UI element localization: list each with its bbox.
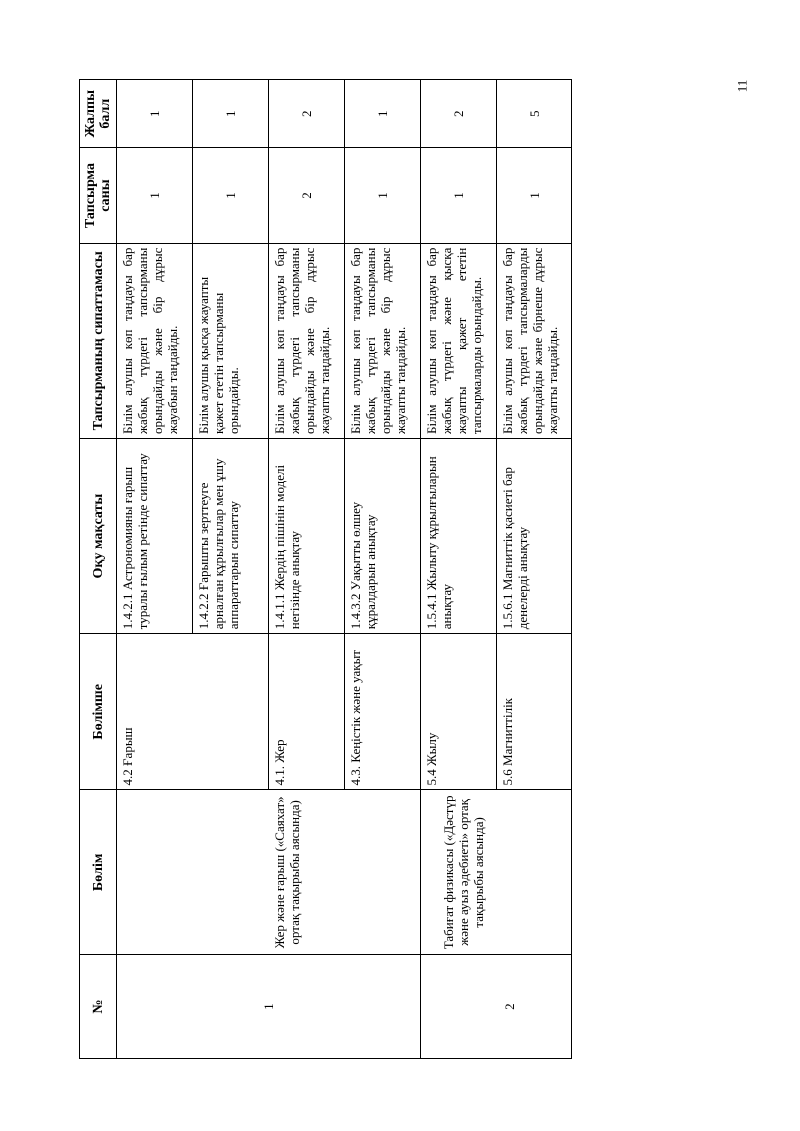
- task-count-cell: 1: [117, 148, 193, 243]
- table-row: [117, 80, 193, 1059]
- task-description-cell: Білім алушы көп таңдауы бар жабық түрдегі және қысқа жауапты қажет ететін тапсырмаларды орындайды.: [421, 243, 497, 438]
- header-section: Бөлім: [80, 790, 117, 955]
- rotated-table-wrapper: [79, 79, 560, 1059]
- objective-cell: 1.5.4.1 Жылыту құрылғыларын анықтау: [421, 438, 497, 633]
- task-description-cell: Білім алушы көп таңдауы бар жабық түрдегі тапсырмаларды орындайды және бірнеше дұрыс жауапты таңдайды.: [497, 243, 572, 438]
- subsection-cell: 4.3. Кеңістік және уақыт: [345, 634, 421, 790]
- task-count-cell: 2: [269, 148, 345, 243]
- total-score-cell: 1: [117, 80, 193, 148]
- total-score-cell: 1: [193, 80, 269, 148]
- task-count-cell: 1: [193, 148, 269, 243]
- objective-cell: 1.4.1.1 Жердің пішінін моделі негізінде анықтау: [269, 438, 345, 633]
- header-task-count: Тапсырма саны: [80, 148, 117, 243]
- header-objective: Оқу мақсаты: [80, 438, 117, 633]
- group-no-cell: 2: [421, 955, 572, 1059]
- task-description-cell: Білім алушы көп таңдауы бар жабық түрдегі тапсырманы орындайды және бір дұрыс жауабын таңдайды.: [117, 243, 193, 438]
- header-subsection: Бөлімше: [80, 634, 117, 790]
- objective-cell: 1.4.2.2 Ғарышты зерттеуге арналған құрылғылар мен ұшу аппараттарын сипаттау: [193, 438, 269, 633]
- page-number: 11: [734, 79, 750, 93]
- task-description-cell: Білім алушы көп таңдауы бар жабық түрдегі тапсырманы орындайды және бір дұрыс жауапты таңдайды.: [269, 243, 345, 438]
- header-total-score: Жалпы балл: [80, 80, 117, 148]
- objective-cell: 1.5.6.1 Магниттік қасиеті бар денелерді анықтау: [497, 438, 572, 633]
- task-count-cell: 1: [497, 148, 572, 243]
- header-no: №: [80, 955, 117, 1059]
- subsection-cell: 4.2 Ғарыш: [117, 634, 269, 790]
- table-row: [421, 80, 497, 1059]
- task-description-cell: Білім алушы көп таңдауы бар жабық түрдегі тапсырманы орындайды және бір дұрыс жауапты таңдайды.: [345, 243, 421, 438]
- subsection-cell: 5.4 Жылу: [421, 634, 497, 790]
- assessment-spec-table: [79, 79, 572, 1059]
- objective-cell: 1.4.2.1 Астрономияны ғарыш туралы ғылым ретінде сипаттау: [117, 438, 193, 633]
- subsection-cell: 4.1. Жер: [269, 634, 345, 790]
- task-count-cell: 1: [421, 148, 497, 243]
- total-score-cell: 2: [421, 80, 497, 148]
- task-count-cell: 1: [345, 148, 421, 243]
- header-task-description: Тапсырманың сипаттамасы: [80, 243, 117, 438]
- total-score-cell: 1: [345, 80, 421, 148]
- section-cell: Жер және ғарыш («Саяхат» ортақ тақырыбы аясында): [117, 790, 421, 955]
- objective-cell: 1.4.3.2 Уақытты өлшеу құралдарын анықтау: [345, 438, 421, 633]
- total-score-cell: 5: [497, 80, 572, 148]
- subsection-cell: 5.6 Магниттілік: [497, 634, 572, 790]
- section-cell: Табиғат физикасы («Дәстүр және ауыз әдебиеті» ортақ тақырыбы аясында): [421, 790, 572, 955]
- header-row: [80, 80, 117, 1059]
- group-no-cell: 1: [117, 955, 421, 1059]
- task-description-cell: Білім алушы қысқа жауапты қажет ететін тапсырманы орындайды.: [193, 243, 269, 438]
- total-score-cell: 2: [269, 80, 345, 148]
